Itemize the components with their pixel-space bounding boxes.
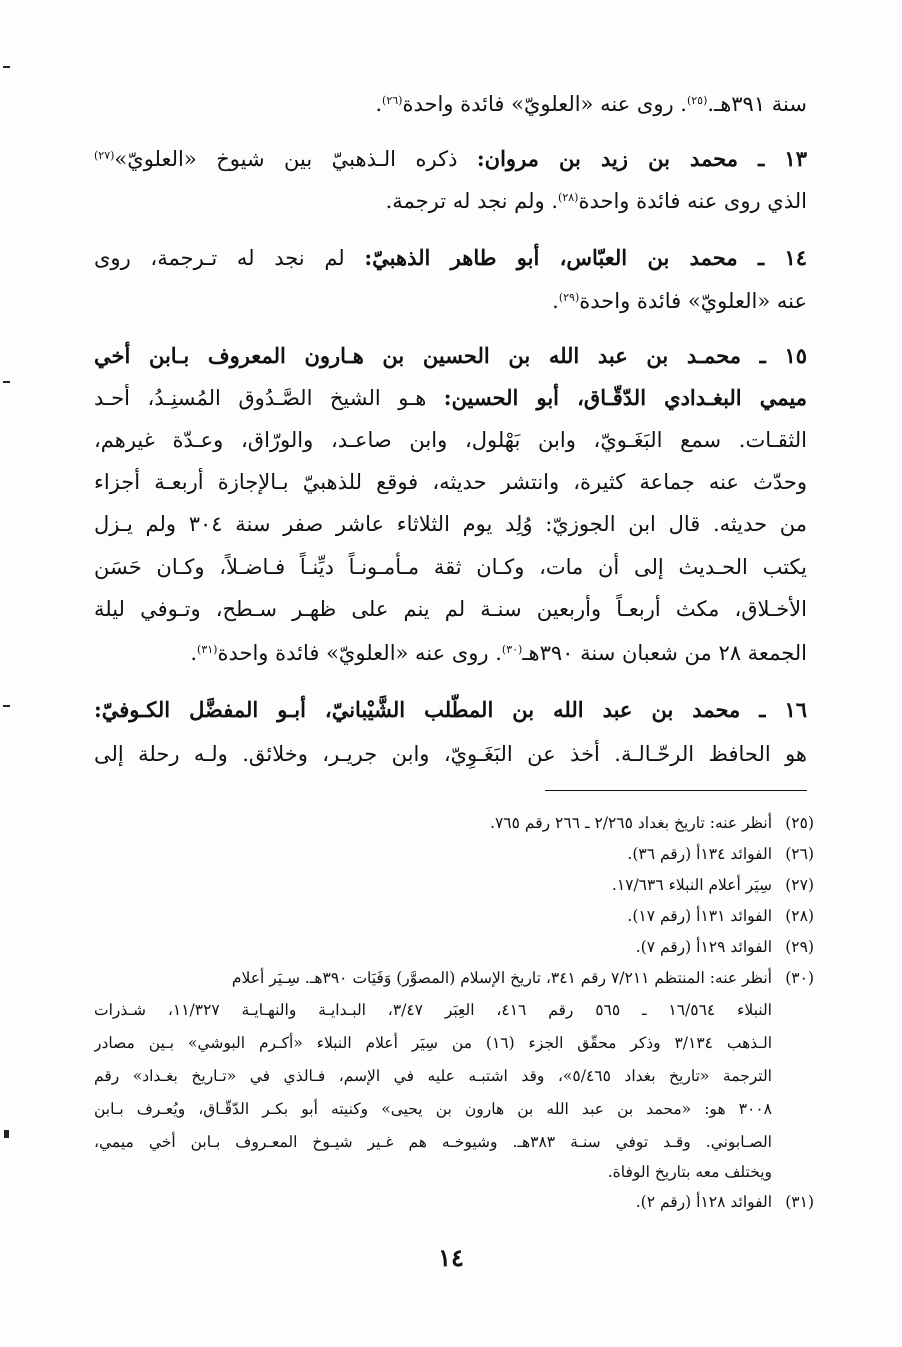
body-text: هو الحافظ الرحّـالـة. أخذ عن البَغَـوِيّ، وابن جريـر، وخلائق. ولـه رحلة إلى [94,742,807,766]
footnote-continuation [94,1095,772,1124]
footnote [94,902,814,931]
body-text: الثقـات. سمع البَغَـويّ، وابن بَهْلول، وابن صاعـد، والورّاق، وعـدّة غيرهم، [94,428,807,452]
page-number: ١٤ [438,1243,464,1272]
scan-margin-mark [4,1130,9,1138]
entry-heading: ١٥ ـ محمـد بن عبد الله بن الحسين بن هـارون المعروف بـابن أخي [94,343,807,368]
footnote-text: أنظر عنه: المنتظم ٧/٢١١ رقم ٣٤١، تاريخ الإسلام (المصوَّر) وَفَيَات ٣٩٠هـ. سِـيَر أعلام [231,969,772,987]
footnote [94,840,814,869]
scan-margin-mark [3,705,10,707]
body-text: . [552,289,559,313]
entry-13-line [94,139,807,173]
entry-16-line [94,693,807,727]
footnote-text: الـذهب ٣/١٣٤ وذكر محقّق الجزء (١٦) من سِيَر أعلام النبلاء «أكـرم البوشي» بـين مصادر [94,1034,772,1052]
body-line [94,84,807,118]
footnote-text: ٣٠٠٨ هو: «محمد بن عبد الله بن هارون بن يحيى» وكنيته أبو بكـر الدّقّـاق، ويُعـرف بـابن [94,1100,772,1118]
entry-16-line [94,737,807,771]
footnote-number: (٣١) [785,1193,814,1211]
body-text: . ولم نجد له ترجمة. [385,189,559,213]
footnote-text: ويختلف معه بتاريخ الوفاة. [607,1163,772,1181]
footnote-number: (٢٦) [785,845,814,863]
footnote [94,809,814,838]
footnote-text: النبلاء ١٦/٥٦٤ ـ ٥٦٥ رقم ٤١٦، العِبَر ٣/٤٧، البـدايـة والنهـايـة ١١/٣٢٧، شـذرات [94,1001,772,1019]
footnote-ref[interactable]: (٢٧) [94,149,115,162]
footnote-text: سِيَر أعلام النبلاء ١٧/٦٣٦. [611,876,772,894]
entry-14-line [94,281,807,315]
body-text: الجمعة ٢٨ من شعبان سنة ٣٩٠هـ [522,641,807,665]
entry-15-line [94,381,807,415]
footnote-ref[interactable]: (٣١) [197,643,218,656]
entry-14-line [94,241,807,275]
footnote-continuation [94,1158,772,1187]
body-text: . روى عنه «العلويّ» فائدة واحدة [402,92,687,116]
footnote-separator [545,790,807,791]
footnote-text: الصـابوني. وقـد توفي سنـة ٣٨٣هـ. وشيوخـه هم غـير شيـوخ المعـروف بـابن أخي ميمي، [94,1133,772,1151]
footnote-number: (٢٧) [785,876,814,894]
footnote-continuation [94,1029,772,1058]
entry-heading: ١٤ ـ محمد بن العبّاس، أبو طاهر الذهبيّ: [364,245,807,270]
footnote-ref[interactable]: (٢٥) [686,94,708,107]
footnote-continuation [94,1128,772,1157]
footnote [94,871,814,900]
footnote-text: أنظر عنه: تاريخ بغداد ٢/٢٦٥ ـ ٢٦٦ رقم ٧٦٥. [490,814,772,832]
footnote-number: (٢٨) [785,907,814,925]
footnote-ref[interactable]: (٣٠) [501,643,523,656]
body-text: الذي روى عنه فائدة واحدة [578,189,807,213]
entry-15-line [94,339,807,373]
footnote-text: الفوائد ١٣١أ (رقم ١٧). [627,907,772,925]
footnote-ref[interactable]: (٢٩) [558,291,580,304]
footnote-text: الفوائد ١٢٨أ (رقم ٢). [635,1193,772,1211]
scan-margin-mark [3,66,10,68]
body-text: . [375,92,383,116]
entry-15-line [94,423,807,457]
body-text: . روى عنه «العلويّ» فائدة واحدة [217,641,502,665]
entry-15-line [94,633,807,667]
entry-15-line [94,465,807,499]
footnote [94,1188,814,1217]
body-text: وحدّث عنه جماعة كثيرة، وانتشر حديثه، فوقع للذهبيّ بـالإجازة أربعـة أجزاء [94,470,807,494]
body-text: سنة ٣٩١هـ. [707,92,807,116]
body-text: يكتب الحـديث إلى أن مات، وكـان ثقة مـأمـونـاً ديِّنـاً فـاضـلاً، وكـان حَسَن [94,555,807,579]
entry-heading: ميمي البغـدادي الدّقّـاق، أبو الحسين: [443,385,807,410]
body-text: الأخـلاق، مكث أربعـاً وأربعين سنـة لم ينم على ظهـر سـطح، وتـوفي ليلة [94,597,807,621]
footnote-ref[interactable]: (٢٦) [382,94,403,107]
entry-heading: ١٣ ـ محمد بن زيد بن مروان: [476,146,807,171]
footnote-text: الفوائد ١٢٩أ (رقم ٧). [635,938,772,956]
body-text: هـو الشيخ الصَّـدُوق المُسنِـدُ، أحـد [94,386,444,410]
body-text: من حديثه. قال ابن الجوزيّ: وُلِد يوم الثلاثاء عاشر صفر سنة ٣٠٤ ولم يـزل [94,512,807,536]
footnote-text: الترجمة «تاريخ بغداد ٥/٤٦٥»، وقد اشتبـه عليه في الإسم، فـالذي في «تـاريخ بغـداد» رقم [94,1067,772,1085]
entry-heading: ١٦ ـ محمد بن عبد الله بن المطّلب الشَّيْبانيّ، أبـو المفضَّل الكـوفيّ: [94,697,807,722]
entry-15-line [94,507,807,541]
entry-15-line [94,592,807,626]
body-text: عنه «العلويّ» فائدة واحدة [579,289,807,313]
body-text: . [190,641,198,665]
body-text: ذكره الـذهبيّ بين شيوخ «العلويّ» [114,147,477,171]
footnote-number: (٢٩) [785,938,814,956]
footnote [94,964,814,993]
footnote-continuation [94,996,772,1025]
body-text: لم نجد له تـرجمة، روى [94,246,365,270]
footnote-number: (٢٥) [785,814,814,832]
footnote-ref[interactable]: (٢٨) [558,191,579,204]
footnote-number: (٣٠) [785,969,814,987]
footnote [94,933,814,962]
scan-margin-mark [3,381,10,383]
footnote-text: الفوائد ١٣٤أ (رقم ٣٦). [627,845,772,863]
entry-13-line [94,181,807,215]
footnote-continuation [94,1062,772,1091]
entry-15-line [94,550,807,584]
